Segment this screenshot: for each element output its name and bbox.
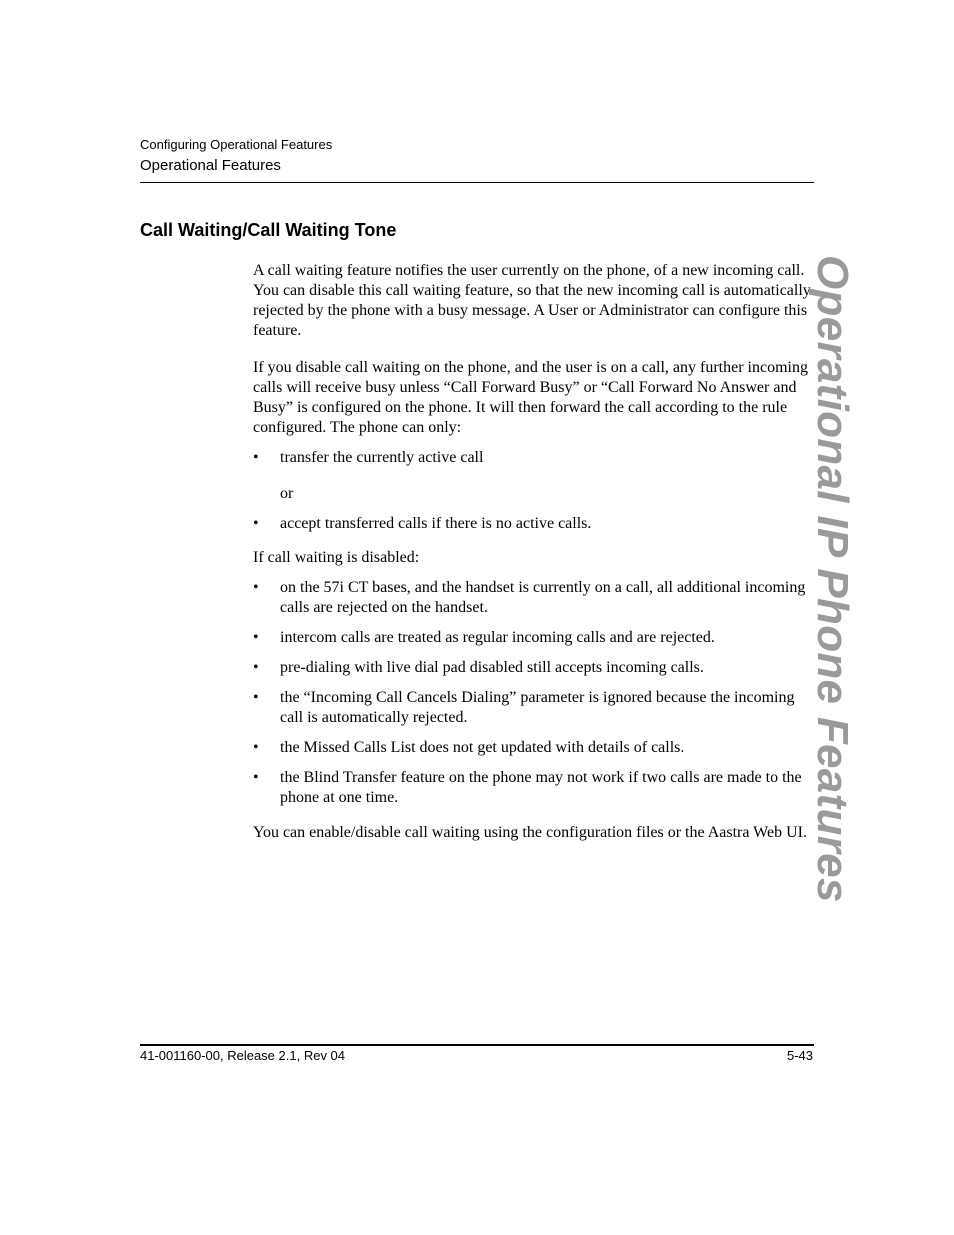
side-tab-label: Operational IP Phone Features — [808, 255, 857, 903]
footer-page-number: 5-43 — [786, 1048, 813, 1063]
list-item: • the Blind Transfer feature on the phone may not work if two calls are made to the phone at one time. — [253, 768, 815, 808]
list-item: • the Missed Calls List does not get updated with details of calls. — [253, 738, 815, 758]
disabled-effects-list — [253, 578, 815, 808]
footer-document-id: 41-001160-00, Release 2.1, Rev 04 — [140, 1048, 346, 1063]
list-item: • the “Incoming Call Cancels Dialing” parameter is ignored because the incoming call is automatically rejected. — [253, 688, 815, 728]
running-header-section: Operational Features — [140, 157, 281, 174]
or-connector: or — [280, 485, 294, 502]
closing-paragraph: You can enable/disable call waiting using the configuration files or the Aastra Web UI. — [253, 824, 807, 841]
intro-paragraph: A call waiting feature notifies the user currently on the phone, of a new incoming call. You can disable this call waiting feature, so that the new incoming call is automatically rejected by the phone with a busy message. A User or Administrator can configure this feature. — [253, 262, 811, 339]
footer-rule — [140, 1044, 814, 1046]
list-item: • pre-dialing with live dial pad disabled still accepts incoming calls. — [253, 658, 815, 678]
section-title: Call Waiting/Call Waiting Tone — [140, 220, 397, 240]
disable-paragraph: If you disable call waiting on the phone, and the user is on a call, any further incoming calls will receive busy unless “Call Forward Busy” or “Call Forward No Answer and Busy” is configured on the phone. It will then forward the call according to the rule configured. The phone can only: — [253, 359, 808, 436]
list-item: • transfer the currently active call — [253, 448, 815, 468]
phone-can-only-list — [253, 448, 815, 468]
running-header-chapter: Configuring Operational Features — [140, 137, 333, 152]
header-rule — [140, 182, 814, 183]
body-column — [253, 261, 815, 843]
phone-can-only-list-continued — [253, 514, 815, 534]
if-disabled-paragraph: If call waiting is disabled: — [253, 549, 420, 566]
list-item: • intercom calls are treated as regular incoming calls and are rejected. — [253, 628, 815, 648]
list-item: • accept transferred calls if there is no active calls. — [253, 514, 815, 534]
list-item: • on the 57i CT bases, and the handset is currently on a call, all additional incoming calls are rejected on the handset. — [253, 578, 815, 618]
